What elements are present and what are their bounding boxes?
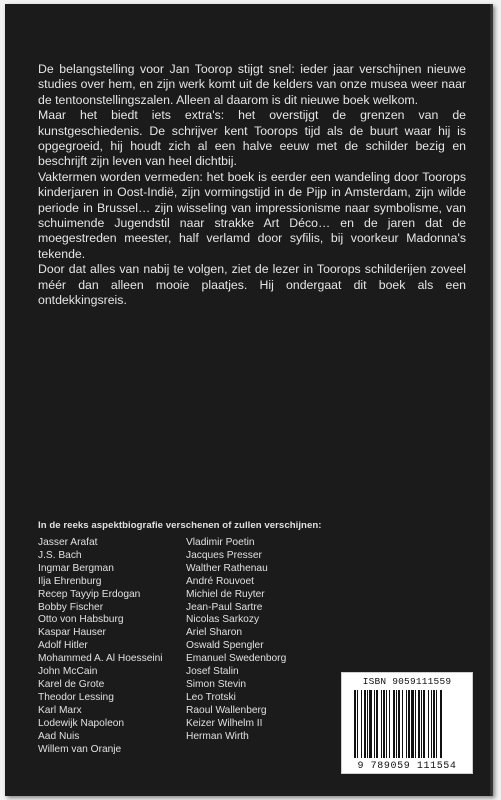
barcode-bar <box>369 690 372 758</box>
barcode-bar <box>421 690 422 758</box>
series-title: Walther Rathenau <box>186 562 268 574</box>
series-title: André Rouvoet <box>186 575 254 587</box>
series-title: Kaspar Hauser <box>38 627 106 639</box>
barcode-bar <box>436 690 437 758</box>
series-title: Theodor Lessing <box>38 691 114 703</box>
barcode-bar <box>398 690 400 758</box>
series-title: Lodewijk Napoleon <box>38 717 125 729</box>
series-title: Jean-Paul Sartre <box>186 601 263 613</box>
blurb-paragraph: Maar het biedt iets extra's: het overstijgt de grenzen van de kunstgeschiedenis. De schrijver kent Toorops tijd als de buurt waar hij is opgegroeid, hij houdt zich al een halve eeuw met de schilder bezig en beschrijft zijn leven van heel dichtbij. <box>38 108 466 169</box>
isbn-number: ISBN 9059111559 <box>362 676 452 687</box>
series-title: Keizer Wilhelm II <box>186 717 263 729</box>
barcode-bar <box>393 690 395 758</box>
series-title: Raoul Wallenberg <box>186 704 267 716</box>
barcode-bar <box>357 690 358 758</box>
series-title: Willem van Oranje <box>38 743 122 755</box>
barcode-bar <box>396 690 397 758</box>
blurb-text <box>38 62 466 309</box>
barcode-bar <box>406 690 407 758</box>
barcode-bar <box>383 690 385 758</box>
series-title: John McCain <box>38 666 98 678</box>
series-title: Recep Tayyip Erdogan <box>38 588 141 600</box>
barcode-bar <box>411 690 414 758</box>
barcode-bar <box>386 690 387 758</box>
series-title: Jasser Arafat <box>38 537 98 548</box>
barcode-bar <box>361 690 362 758</box>
series-column-left <box>38 537 163 756</box>
series-title: Ingmar Bergman <box>38 562 114 574</box>
cover-edge <box>490 4 493 796</box>
barcode-bar <box>418 690 420 758</box>
series-title: Aad Nuis <box>38 730 80 742</box>
barcode-bar <box>367 690 368 758</box>
series-title: Adolf Hitler <box>38 640 88 652</box>
barcode-bar <box>389 690 390 758</box>
series-title: Bobby Fischer <box>38 601 104 613</box>
series-title: Emanuel Swedenborg <box>186 653 287 665</box>
series-title: Ariel Sharon <box>186 627 243 639</box>
series-title: Leo Trotski <box>186 691 236 703</box>
barcode-bar <box>374 690 375 758</box>
blurb-paragraph: De belangstelling voor Jan Toorop stijgt snel: ieder jaar verschijnen nieuwe studies over hem, en zijn werk komt uit de kelders van onze musea weer naar de tentoonstellingszalen. Alleen al daarom is dit nieuwe boek welkom. <box>38 62 466 107</box>
barcode-bar <box>408 690 410 758</box>
blurb-paragraph: Vaktermen worden vermeden: het boek is eerder een wandeling door Toorops kinderjaren in Oost-Indië, zijn vormingstijd in de Pijp in Amsterdam, zijn wilde periode in Brussel… zijn wisseling van impressionisme naar symbolisme, van schuimende Jugendstil naar strakke Art Déco… en de jaren dat de moegestreden meester, half verlamd door syfilis, bij voorkeur Madonna's tekende. <box>38 169 466 261</box>
barcode-bar <box>433 690 435 758</box>
series-title: Michiel de Ruyter <box>186 588 265 600</box>
isbn-barcode-label <box>341 672 473 774</box>
series-title: Karl Marx <box>38 704 82 716</box>
barcode-bar <box>415 690 416 758</box>
series-title: Mohammed A. Al Hoesseini <box>38 653 163 665</box>
barcode-digits: 9 789059 111554 <box>344 761 470 772</box>
blurb-paragraph: Door dat alles van nabij te volgen, ziet de lezer in Toorops schilderijen zoveel méér dan alleen mooie plaatjes. Hij ondergaat dit boek als een ontdekkingsreis. <box>38 262 466 308</box>
barcode-bar <box>376 690 378 758</box>
series-title: Karel de Grote <box>38 678 105 690</box>
series-title: Otto von Habsburg <box>38 614 124 626</box>
book-back-cover <box>5 4 493 796</box>
series-title: Nicolas Sarkozy <box>186 614 260 626</box>
series-heading: In de reeks aspektbiografie verschenen of zullen verschijnen: <box>38 520 322 531</box>
barcode-bar <box>423 690 425 758</box>
series-title: Oswald Spengler <box>186 640 264 652</box>
series-title: Simon Stevin <box>186 678 247 690</box>
series-title: Vladimir Poetin <box>186 537 255 548</box>
series-title: Ilja Ehrenburg <box>38 575 102 587</box>
barcode-bar <box>431 690 432 758</box>
barcode-bar <box>381 690 382 758</box>
series-title: J.S. Bach <box>38 549 82 561</box>
barcode-bar <box>402 690 403 758</box>
series-title: Josef Stalin <box>186 666 239 678</box>
barcode-bar <box>428 690 429 758</box>
series-title: Herman Wirth <box>186 730 249 742</box>
series-title: Jacques Presser <box>186 549 262 561</box>
series-column-right <box>186 537 286 744</box>
barcode-bars <box>354 690 464 758</box>
barcode-bar <box>364 690 366 758</box>
barcode-bar <box>440 690 442 758</box>
barcode-bar <box>354 690 356 758</box>
